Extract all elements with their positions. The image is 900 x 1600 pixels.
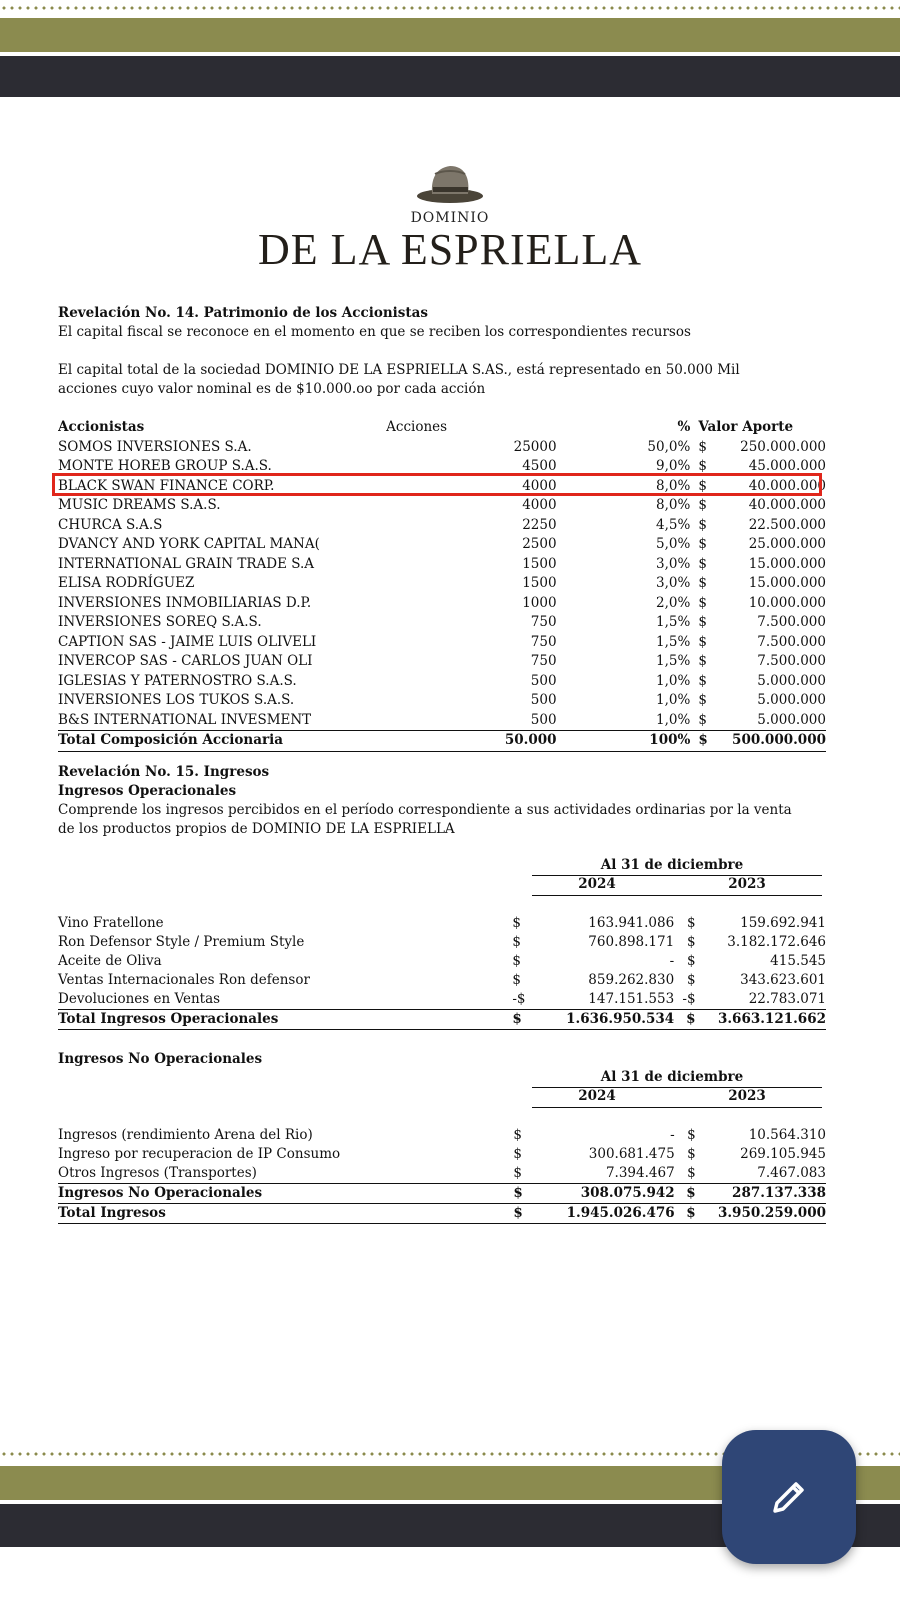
table-row [58,516,826,536]
shareholder-name: IGLESIAS Y PATERNOSTRO S.A.S. [58,672,297,689]
op-period-header: Al 31 de diciembre [600,857,744,873]
income-item-name: Ingresos (rendimiento Arena del Rio) [58,1127,313,1143]
shareholder-pct: 1,0% [656,692,691,709]
table-row [58,1164,826,1184]
rev14-line1: El capital fiscal se reconoce en el momento en que se reciben los correspondientes recursos [58,324,691,340]
grand-total-cur1: $ [513,1204,532,1224]
table-row [58,691,826,711]
shareholder-currency: $ [698,692,707,709]
income-value-2: 22.783.071 [748,991,826,1007]
col-header-pct: % [677,419,691,436]
rev15-title: Revelación No. 15. Ingresos [58,764,270,780]
shareholder-value: 15.000.000 [748,555,826,572]
table-row [58,535,826,555]
income-currency-1: $ [512,972,521,988]
shareholder-shares: 4000 [522,497,557,514]
op-year-rule [532,895,822,896]
shareholder-pct: 4,5% [656,516,691,533]
shareholder-value: 250.000.000 [740,438,826,455]
shareholder-pct: 3,0% [656,555,691,572]
edit-button[interactable] [722,1430,856,1564]
shareholder-name: B&S INTERNATIONAL INVESMENT [58,711,312,728]
table-row [58,438,826,458]
income-currency-2: $ [686,972,696,988]
shareholder-currency: $ [698,575,707,592]
table-row [58,1145,826,1164]
op-total-cur1: $ [512,1010,532,1030]
table-row [58,971,826,990]
grand-total-v2: 3.950.259.000 [698,1204,826,1224]
op-year2: 2023 [728,876,766,892]
shareholder-value: 22.500.000 [748,516,826,533]
shareholder-shares: 750 [530,633,557,650]
shareholder-name: INVERCOP SAS - CARLOS JUAN OLI [58,653,313,670]
nonop-subtotal-v1: 308.075.942 [533,1184,675,1204]
brand-logo [0,160,900,272]
shareholder-currency: $ [698,438,707,455]
shareholder-currency: $ [698,477,707,494]
logo-line-2: DE LA ESPRIELLA [257,225,643,274]
shareholder-name: INVERSIONES SOREQ S.A.S. [58,614,262,631]
operational-income-table [58,914,826,1030]
shareholder-currency: $ [698,672,707,689]
pencil-icon [765,1473,813,1521]
income-item-name: Ingreso por recuperacion de IP Consumo [58,1146,341,1162]
shareholder-pct: 1,0% [656,672,691,689]
shareholder-shares: 2250 [522,516,557,533]
table-header-row [58,418,826,438]
shareholder-value: 40.000.000 [748,477,826,494]
top-dark-band [0,56,900,97]
table-total-row [58,1010,826,1030]
income-currency-1: $ [512,915,521,931]
income-currency-1: $ [513,1165,522,1181]
income-value-2: 3.182.172.646 [727,934,826,950]
nonop-year-rule [532,1107,822,1108]
col-header-name: Accionistas [58,419,145,436]
income-currency-1: -$ [512,991,526,1007]
nonop-subtotal-cur1: $ [513,1184,532,1204]
top-dotted-border [0,6,900,10]
rev15-subtitle: Ingresos Operacionales [58,783,237,799]
shareholder-shares: 2500 [522,536,557,553]
shareholder-pct: 8,0% [656,477,691,494]
shareholder-name: ELISA RODRÍGUEZ [58,575,195,592]
op-total-label: Total Ingresos Operacionales [58,1010,512,1030]
income-currency-2: -$ [682,991,696,1007]
shareholder-pct: 1,0% [656,711,691,728]
income-item-name: Aceite de Oliva [58,953,162,969]
income-value-2: 269.105.945 [740,1146,826,1162]
shareholder-value: 15.000.000 [748,575,826,592]
rev14-para-line1: El capital total de la sociedad DOMINIO DE LA ESPRIELLA S.AS., está representado en 50.000 Mil [58,362,740,378]
income-value-1: 760.898.171 [588,934,675,950]
rev15-para-line2: de los productos propios de DOMINIO DE LA ESPRIELLA [58,821,455,837]
income-value-1: - [670,1127,675,1143]
nonop-subtotal-v2: 287.137.338 [698,1184,826,1204]
income-currency-1: $ [513,1146,522,1162]
shareholder-shares: 500 [530,711,557,728]
income-currency-2: $ [686,915,696,931]
income-value-1: 300.681.475 [588,1146,675,1162]
shareholder-shares: 1000 [522,594,557,611]
shareholders-table [58,418,826,752]
nonop-subtotal-label: Ingresos No Operacionales [58,1184,513,1204]
nonop-title: Ingresos No Operacionales [58,1051,263,1067]
rev15-para-line1: Comprende los ingresos percibidos en el período correspondiente a sus actividades ordinarias por la venta [58,802,792,818]
shareholder-shares: 25000 [513,438,557,455]
shareholder-currency: $ [698,516,707,533]
shareholder-name: INVERSIONES INMOBILIARIAS D.P. [58,594,312,611]
total-shares: 50.000 [386,731,556,752]
table-row [58,574,826,594]
rev14-para-line2: acciones cuyo valor nominal es de $10.000.oo por cada acción [58,381,486,397]
shareholder-pct: 8,0% [656,497,691,514]
shareholder-currency: $ [698,555,707,572]
shareholder-value: 7.500.000 [757,614,826,631]
nonoperational-income-table [58,1126,826,1224]
income-currency-2: $ [687,1165,696,1181]
shareholder-shares: 4500 [522,458,557,475]
table-row [58,990,826,1010]
total-value: 500.000.000 [718,731,826,752]
nonop-year1: 2024 [578,1088,616,1104]
op-total-cur2: $ [674,1010,697,1030]
shareholder-value: 5.000.000 [757,711,826,728]
table-row [58,1126,826,1145]
shareholder-name: INVERSIONES LOS TUKOS S.A.S. [58,692,295,709]
shareholder-shares: 4000 [522,477,557,494]
col-header-value: Valor Aporte [698,419,794,436]
shareholder-shares: 750 [530,653,557,670]
shareholder-shares: 1500 [522,555,557,572]
shareholder-value: 5.000.000 [757,692,826,709]
shareholder-pct: 2,0% [656,594,691,611]
shareholder-pct: 1,5% [656,653,691,670]
table-total-row [58,731,826,752]
table-row [58,672,826,692]
nonop-year2: 2023 [728,1088,766,1104]
shareholder-name: BLACK SWAN FINANCE CORP. [58,477,275,494]
table-row [58,914,826,933]
income-currency-1: $ [512,953,521,969]
shareholder-value: 40.000.000 [748,497,826,514]
rev14-title: Revelación No. 14. Patrimonio de los Accionistas [58,305,428,321]
col-header-shares: Acciones [386,419,448,436]
op-year1: 2024 [578,876,616,892]
shareholder-pct: 5,0% [656,536,691,553]
top-olive-band [0,18,900,52]
shareholder-name: SOMOS INVERSIONES S.A. [58,438,252,455]
income-value-1: 859.262.830 [588,972,675,988]
hat-icon [415,160,485,206]
income-value-1: 7.394.467 [605,1165,675,1181]
shareholder-name: CAPTION SAS - JAIME LUIS OLIVELI [58,633,317,650]
op-total-v2: 3.663.121.662 [698,1010,826,1030]
shareholder-value: 45.000.000 [748,458,826,475]
income-item-name: Otros Ingresos (Transportes) [58,1165,257,1181]
shareholder-value: 5.000.000 [757,672,826,689]
income-item-name: Ron Defensor Style / Premium Style [58,934,305,950]
shareholder-currency: $ [698,458,707,475]
shareholder-value: 25.000.000 [748,536,826,553]
income-item-name: Ventas Internacionales Ron defensor [58,972,310,988]
shareholder-pct: 1,5% [656,614,691,631]
nonop-subtotal-cur2: $ [675,1184,698,1204]
income-value-2: 415.545 [770,953,826,969]
table-row [58,652,826,672]
income-value-2: 7.467.083 [757,1165,826,1181]
shareholder-currency: $ [698,594,707,611]
income-currency-2: $ [686,934,696,950]
income-value-2: 10.564.310 [748,1127,826,1143]
income-item-name: Vino Fratellone [58,915,164,931]
table-row [58,613,826,633]
income-currency-1: $ [513,1127,522,1143]
total-label: Total Composición Accionaria [58,731,386,752]
shareholder-pct: 1,5% [656,633,691,650]
shareholder-currency: $ [698,497,707,514]
income-value-1: 147.151.553 [588,991,675,1007]
income-item-name: Devoluciones en Ventas [58,991,221,1007]
income-currency-2: $ [687,1127,696,1143]
shareholder-value: 7.500.000 [757,653,826,670]
shareholder-shares: 500 [530,692,557,709]
shareholder-value: 10.000.000 [748,594,826,611]
income-value-2: 159.692.941 [740,915,826,931]
shareholder-currency: $ [698,711,707,728]
grand-total-v1: 1.945.026.476 [533,1204,675,1224]
shareholder-name: DVANCY AND YORK CAPITAL MANA( [58,536,320,553]
income-value-2: 343.623.601 [740,972,826,988]
table-row [58,952,826,971]
income-currency-2: $ [686,953,696,969]
shareholder-name: CHURCA S.A.S [58,516,163,533]
nonop-period-header: Al 31 de diciembre [600,1069,744,1085]
table-row [58,594,826,614]
shareholder-shares: 750 [530,614,557,631]
income-currency-2: $ [687,1146,696,1162]
shareholder-currency: $ [698,614,707,631]
table-row [58,496,826,516]
grand-total-cur2: $ [675,1204,698,1224]
shareholder-currency: $ [698,633,707,650]
op-total-v1: 1.636.950.534 [532,1010,674,1030]
shareholder-value: 7.500.000 [757,633,826,650]
table-row [58,933,826,952]
table-row [58,633,826,653]
shareholder-pct: 9,0% [656,458,691,475]
shareholder-currency: $ [698,653,707,670]
highlight-box [52,473,822,496]
shareholder-shares: 500 [530,672,557,689]
income-currency-1: $ [512,934,521,950]
total-pct: 100% [557,731,691,752]
shareholder-name: INTERNATIONAL GRAIN TRADE S.A [58,555,315,572]
shareholder-name: MUSIC DREAMS S.A.S. [58,497,221,514]
shareholder-currency: $ [698,536,707,553]
table-total-row [58,1204,826,1224]
total-currency: $ [690,731,718,752]
income-value-1: - [669,953,675,969]
income-value-1: 163.941.086 [588,915,675,931]
grand-total-label: Total Ingresos [58,1204,513,1224]
shareholder-shares: 1500 [522,575,557,592]
table-subtotal-row [58,1184,826,1204]
shareholder-name: MONTE HOREB GROUP S.A.S. [58,458,272,475]
table-row [58,555,826,575]
table-row [58,711,826,731]
shareholder-pct: 50,0% [647,438,691,455]
logo-line-1: DOMINIO [410,210,490,226]
shareholder-pct: 3,0% [656,575,691,592]
